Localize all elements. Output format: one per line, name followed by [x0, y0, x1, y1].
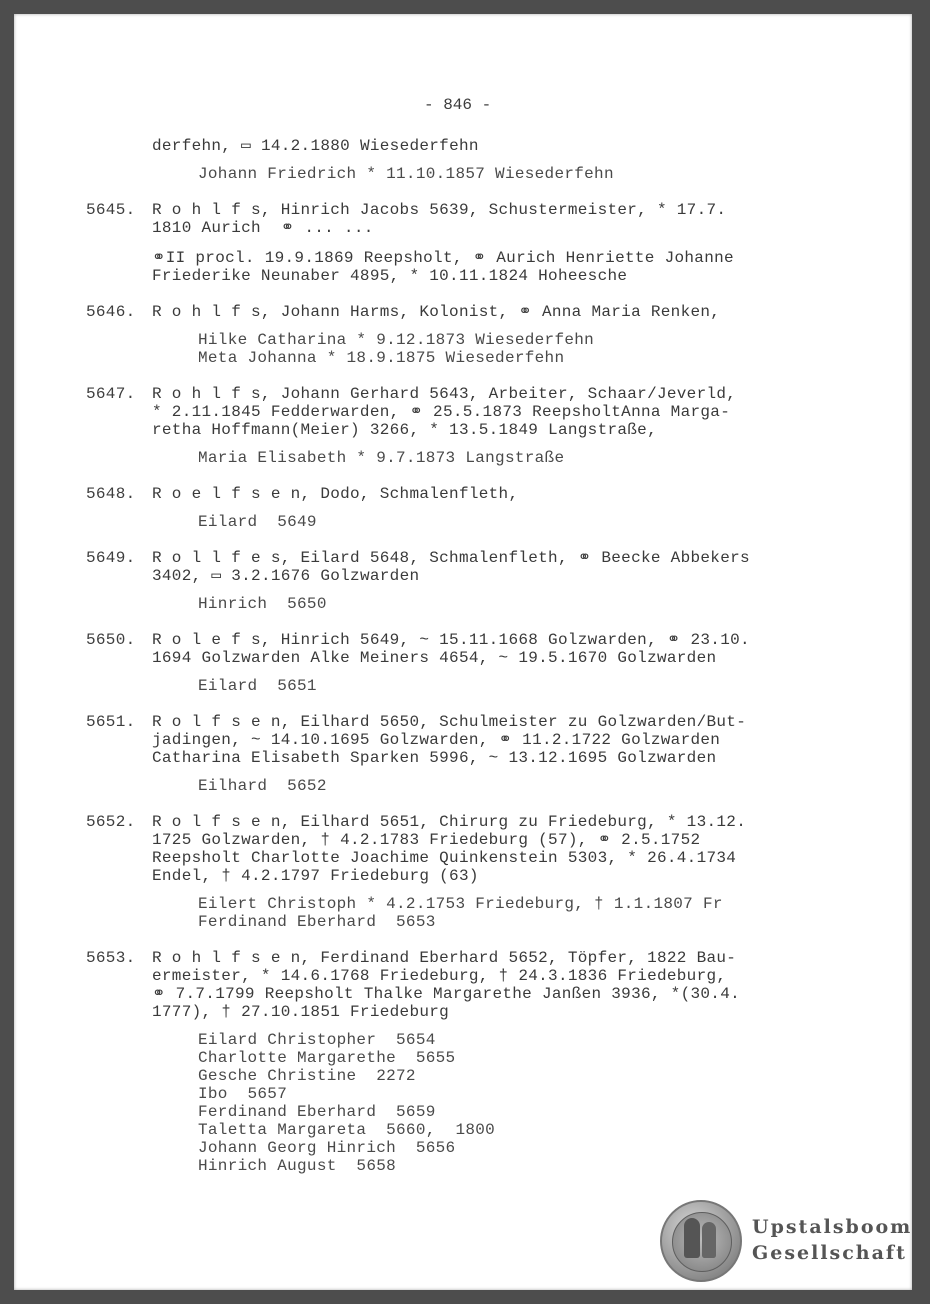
child-line: Taletta Margareta 5660, 1800: [198, 1121, 496, 1139]
entry-line: R o l f s e n, Eilhard 5651, Chirurg zu Friedeburg, * 13.12.: [152, 813, 747, 831]
child-line: Ibo 5657: [198, 1085, 288, 1103]
child-line: Maria Elisabeth * 9.7.1873 Langstraße: [198, 449, 565, 467]
entry-line: R o h l f s, Hinrich Jacobs 5639, Schustermeister, * 17.7.: [152, 201, 727, 219]
child-line: Hilke Catharina * 9.12.1873 Wiesederfehn: [198, 331, 595, 349]
seal-figure: [702, 1222, 716, 1258]
child-line: Gesche Christine 2272: [198, 1067, 416, 1085]
entry-line: ⚭II procl. 19.9.1869 Reepsholt, ⚭ Aurich Henriette Johanne: [152, 249, 734, 267]
entry-number: 5651.: [86, 713, 136, 731]
child-line: Charlotte Margarethe 5655: [198, 1049, 456, 1067]
entry-line: ⚭ 7.7.1799 Reepsholt Thalke Margarethe Janßen 3936, *(30.4.: [152, 985, 740, 1003]
entry-number: 5647.: [86, 385, 136, 403]
entry-number: 5645.: [86, 201, 136, 219]
entry-number: 5652.: [86, 813, 136, 831]
child-line: Hinrich August 5658: [198, 1157, 397, 1175]
entry-line: jadingen, ~ 14.10.1695 Golzwarden, ⚭ 11.2.1722 Golzwarden: [152, 731, 721, 749]
child-line: Meta Johanna * 18.9.1875 Wiesederfehn: [198, 349, 565, 367]
entry-line: 1694 Golzwarden Alke Meiners 4654, ~ 19.5.1670 Golzwarden: [152, 649, 717, 667]
child-line: Eilert Christoph * 4.2.1753 Friedeburg, † 1.1.1807 Fr: [198, 895, 723, 913]
entry-number: 5646.: [86, 303, 136, 321]
child-line: Eilard 5649: [198, 513, 317, 531]
entry-line: Endel, † 4.2.1797 Friedeburg (63): [152, 867, 479, 885]
entry-line: R o h l f s e n, Ferdinand Eberhard 5652, Töpfer, 1822 Bau-: [152, 949, 737, 967]
entry-number: 5649.: [86, 549, 136, 567]
child-line: Ferdinand Eberhard 5653: [198, 913, 436, 931]
entry-number: 5650.: [86, 631, 136, 649]
upstalsboom-logo: [660, 1200, 913, 1280]
entry-line: 1725 Golzwarden, † 4.2.1783 Friedeburg (57), ⚭ 2.5.1752: [152, 831, 701, 849]
entry-line: 3402, ▭ 3.2.1676 Golzwarden: [152, 567, 420, 585]
entry-line: * 2.11.1845 Fedderwarden, ⚭ 25.5.1873 ReepsholtAnna Marga-: [152, 403, 731, 421]
entry-line: derfehn, ▭ 14.2.1880 Wiesederfehn: [152, 137, 479, 155]
logo-text-line2: Gesellschaft: [752, 1242, 907, 1264]
entry-line: R o h l f s, Johann Gerhard 5643, Arbeiter, Schaar/Jeverld,: [152, 385, 737, 403]
logo-text-line1: Upstalsboom: [752, 1216, 913, 1238]
entry-line: R o l f s e n, Eilhard 5650, Schulmeister zu Golzwarden/But-: [152, 713, 747, 731]
seal-icon: [660, 1200, 742, 1282]
entry-line: Reepsholt Charlotte Joachime Quinkenstein 5303, * 26.4.1734: [152, 849, 737, 867]
entry-line: ermeister, * 14.6.1768 Friedeburg, † 24.3.1836 Friedeburg,: [152, 967, 727, 985]
entry-line: R o h l f s, Johann Harms, Kolonist, ⚭ Anna Maria Renken,: [152, 303, 721, 321]
entry-line: R o e l f s e n, Dodo, Schmalenfleth,: [152, 485, 519, 503]
entry-line: 1777), † 27.10.1851 Friedeburg: [152, 1003, 450, 1021]
entry-number: 5648.: [86, 485, 136, 503]
entry-line: Friederike Neunaber 4895, * 10.11.1824 Hoheesche: [152, 267, 628, 285]
entry-line: R o l l f e s, Eilard 5648, Schmalenfleth, ⚭ Beecke Abbekers: [152, 549, 750, 567]
entry-line: 1810 Aurich ⚭ ... ...: [152, 219, 374, 237]
page-number: - 846 -: [424, 96, 492, 114]
child-line: Hinrich 5650: [198, 595, 327, 613]
child-line: Eilhard 5652: [198, 777, 327, 795]
entry-line: Catharina Elisabeth Sparken 5996, ~ 13.12.1695 Golzwarden: [152, 749, 717, 767]
document-page: [14, 14, 912, 1290]
child-line: Eilard Christopher 5654: [198, 1031, 436, 1049]
entry-line: R o l e f s, Hinrich 5649, ~ 15.11.1668 Golzwarden, ⚭ 23.10.: [152, 631, 750, 649]
entry-number: 5653.: [86, 949, 136, 967]
child-line: Eilard 5651: [198, 677, 317, 695]
entry-line: retha Hoffmann(Meier) 3266, * 13.5.1849 Langstraße,: [152, 421, 657, 439]
child-line: Johann Friedrich * 11.10.1857 Wiesederfehn: [198, 165, 614, 183]
seal-figure: [684, 1218, 700, 1258]
child-line: Ferdinand Eberhard 5659: [198, 1103, 436, 1121]
child-line: Johann Georg Hinrich 5656: [198, 1139, 456, 1157]
